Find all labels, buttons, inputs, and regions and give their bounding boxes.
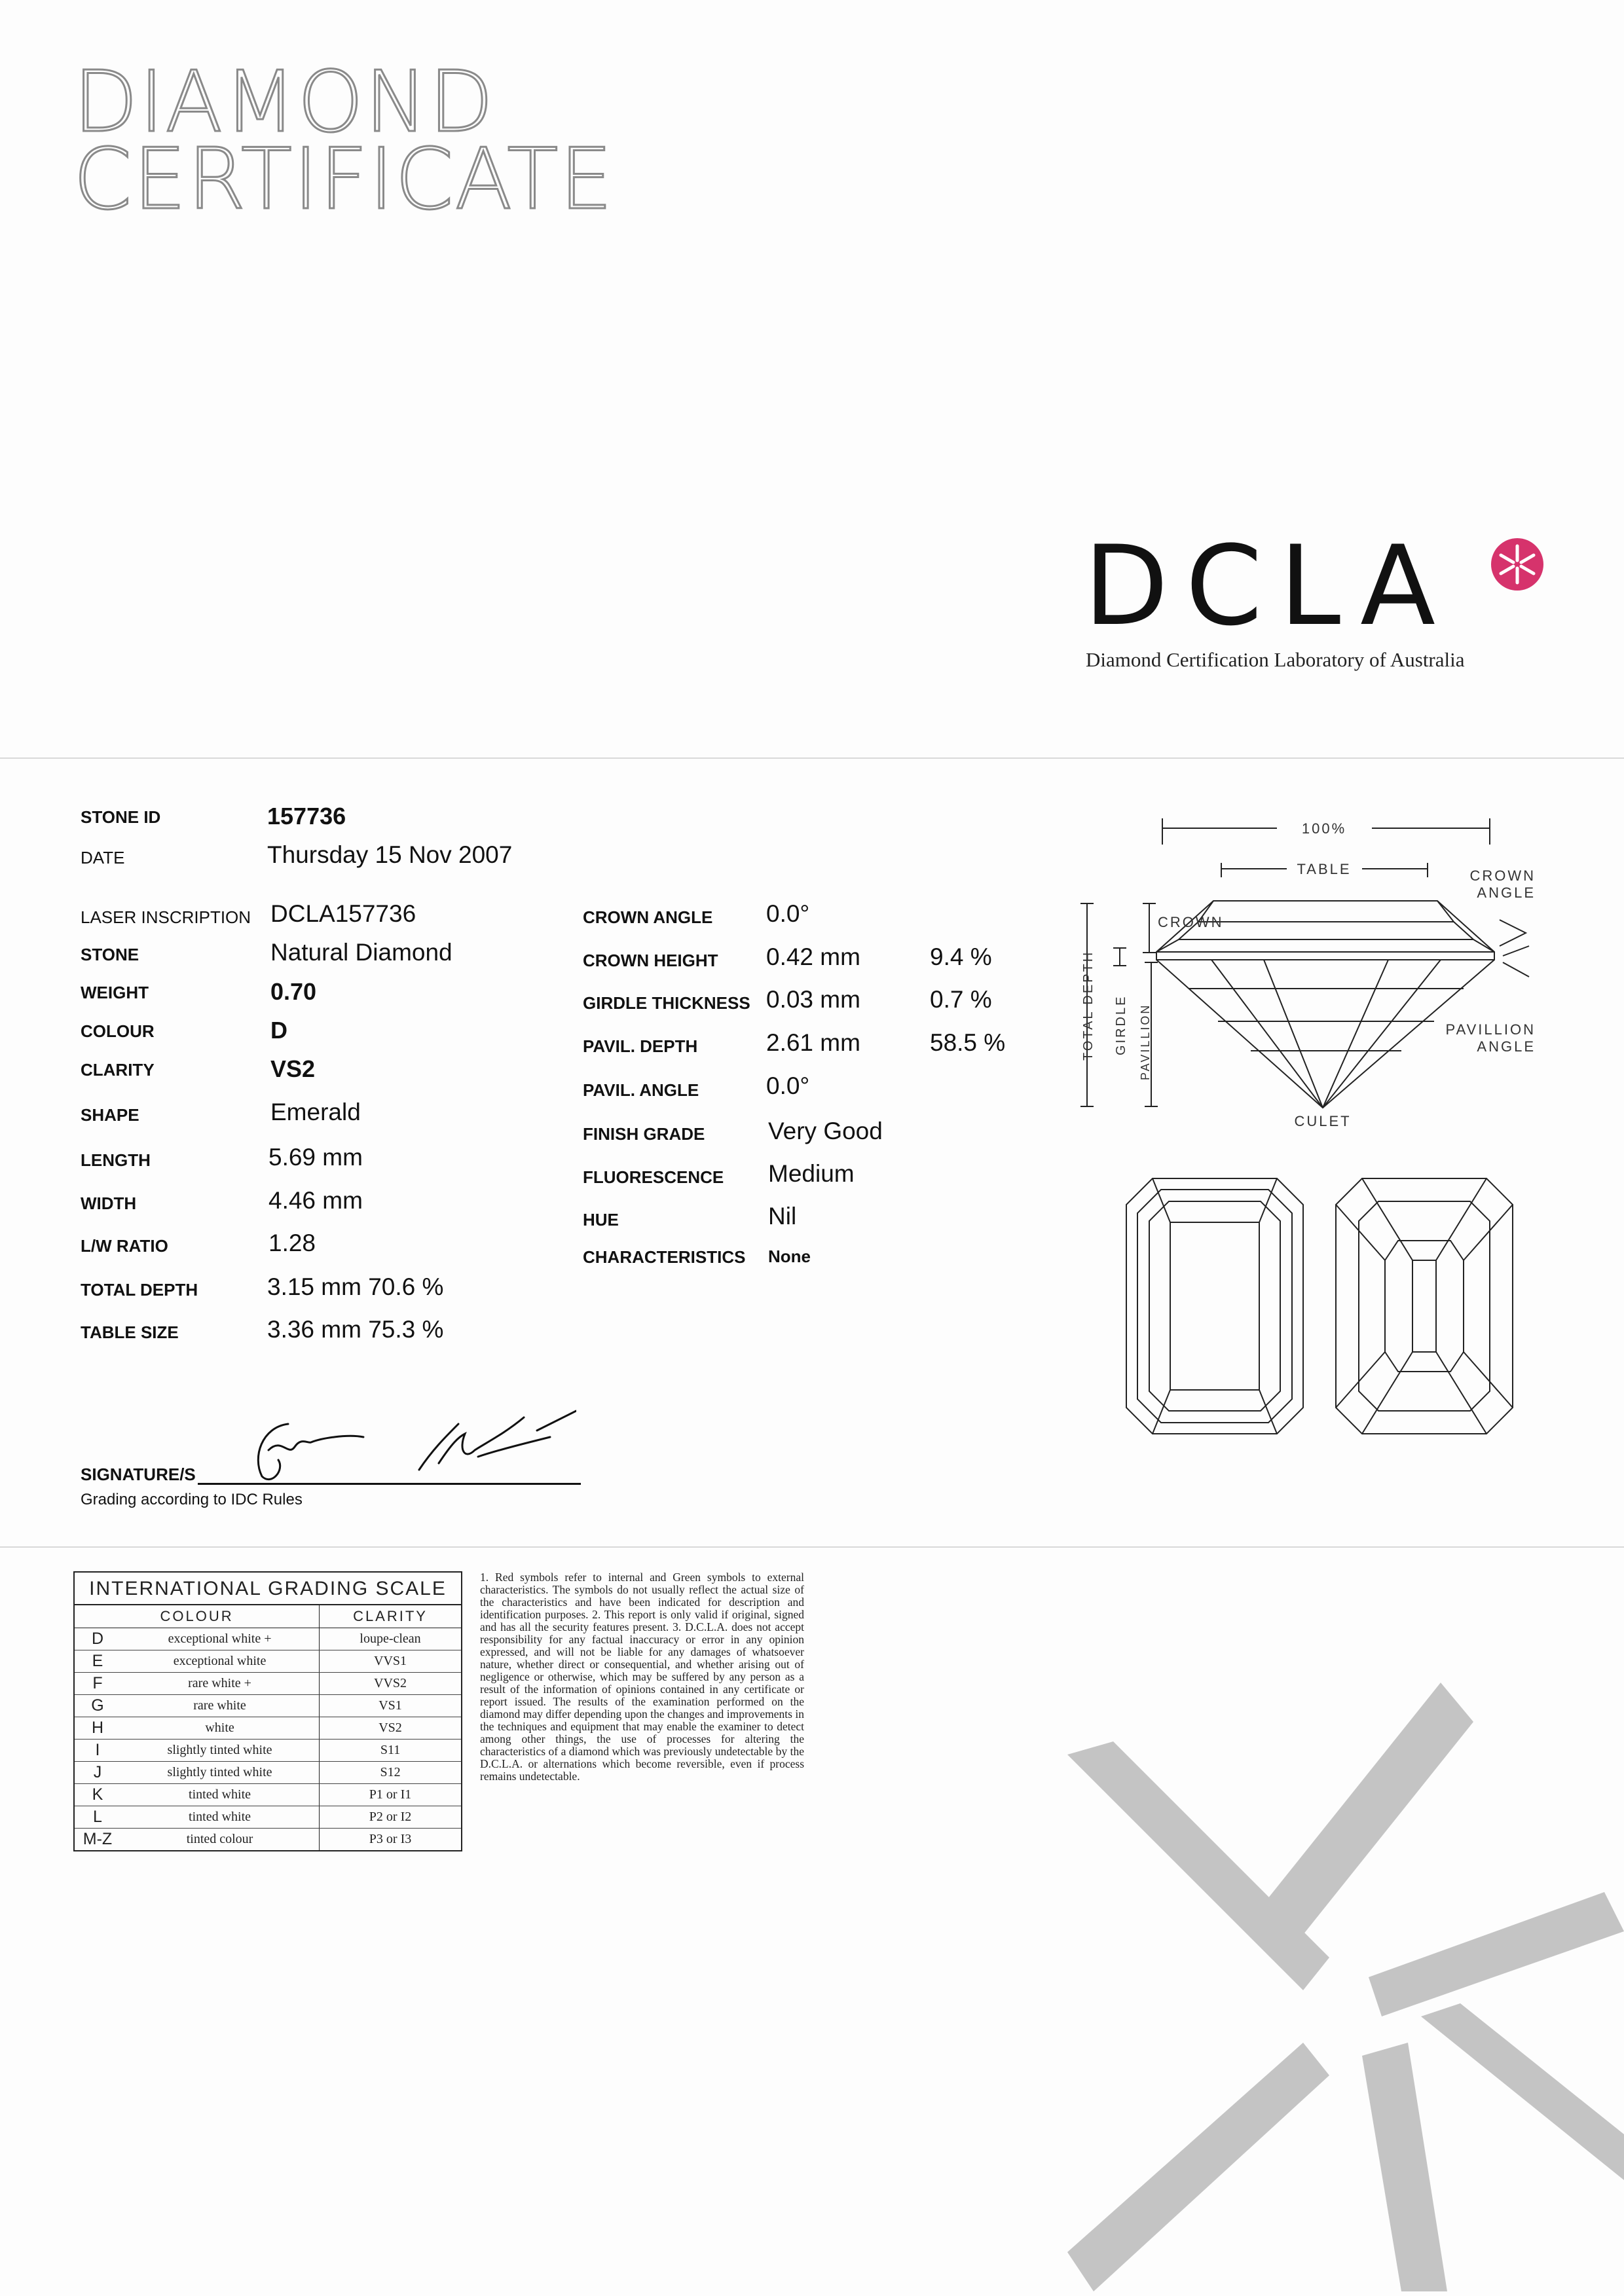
diagram-crown-label: CROWN xyxy=(1158,914,1224,930)
grade-letter: H xyxy=(75,1717,120,1740)
hue-value: Nil xyxy=(768,1203,797,1230)
shape-label: SHAPE xyxy=(81,1105,139,1125)
disclaimer-notes: 1. Red symbols refer to internal and Green symbols to external characteristics. The symbols do not usually reflect the actual size of the characteristics and have been indicated for description and identification purposes. 2. This report is only valid if original, signed and has all the security features present. 3. D.C.L.A. does not accept responsibility for any factual inaccuracy or error in any opinion expressed, and will not be liable for any damages of whatsoever nature, whether direct or consequential, and whether arising out of negligence or otherwise, which may be suffered by any person as a result of the information of opinions contained in any certificate or report issued. The results of the examination performed on the diamond may differ depending upon the changes and improvements in the techniques and equipment that may enable the examiner to detect among other things, the use of processes for altering the characteristics of a diamond which was previously undetectable by the D.C.L.A. or alternations which become reversible, even if process remains undetectable. xyxy=(480,1571,804,1783)
grade-colour: tinted colour xyxy=(120,1829,320,1851)
weight-label: WEIGHT xyxy=(81,983,149,1002)
stone-id-label: STONE ID xyxy=(81,807,161,827)
clarity-label: CLARITY xyxy=(81,1060,155,1080)
crown-angle-label: CROWN ANGLE xyxy=(583,907,713,927)
logo-star-icon xyxy=(1490,537,1545,592)
grade-clarity: VS2 xyxy=(320,1717,461,1740)
grade-colour: exceptional white xyxy=(120,1650,320,1673)
colour-label: COLOUR xyxy=(81,1021,155,1041)
pavil-angle-label: PAVIL. ANGLE xyxy=(583,1080,699,1100)
lw-ratio-value: 1.28 xyxy=(268,1230,316,1256)
girdle-thickness-percent: 0.7 % xyxy=(930,986,992,1013)
pavil-depth-percent: 58.5 % xyxy=(930,1029,1006,1056)
width-label: WIDTH xyxy=(81,1194,137,1213)
laser-inscription-label: LASER INSCRIPTION xyxy=(81,907,251,927)
grade-clarity: P3 or I3 xyxy=(369,1832,412,1846)
grade-colour: tinted white xyxy=(120,1806,320,1829)
date-label: DATE xyxy=(81,848,125,867)
grade-letter: K xyxy=(75,1784,120,1806)
grading-scale-row xyxy=(75,1806,461,1829)
diagram-100-label: 100% xyxy=(1301,820,1347,837)
crown-height-percent: 9.4 % xyxy=(930,943,992,970)
grade-clarity: S12 xyxy=(320,1762,461,1784)
crown-height-label: CROWN HEIGHT xyxy=(583,951,718,970)
diagram-pavillion-angle-label: PAVILLION ANGLE xyxy=(1445,1021,1536,1055)
width-value: 4.46 mm xyxy=(268,1187,363,1214)
pavil-depth-value: 2.61 mm xyxy=(766,1029,860,1056)
fold-line-bottom xyxy=(0,1546,1624,1548)
finish-grade-value: Very Good xyxy=(768,1118,883,1144)
fold-line-top xyxy=(0,757,1624,759)
grade-clarity: VVS2 xyxy=(320,1673,461,1695)
grade-letter: F xyxy=(75,1673,120,1695)
total-depth-value: 3.15 mm 70.6 % xyxy=(267,1273,444,1300)
title-line-1: DIAMOND xyxy=(73,54,495,151)
grade-colour: white xyxy=(120,1717,320,1740)
fluorescence-value: Medium xyxy=(768,1160,855,1187)
grade-letter: L xyxy=(75,1806,120,1829)
grading-scale-row xyxy=(75,1673,461,1695)
length-value: 5.69 mm xyxy=(268,1144,363,1171)
diagram-pavillion-label: PAVILLION xyxy=(1139,1003,1152,1080)
shape-value: Emerald xyxy=(270,1099,361,1125)
diagram-culet-label: CULET xyxy=(1294,1113,1352,1129)
length-label: LENGTH xyxy=(81,1150,151,1170)
grading-scale-rows xyxy=(75,1628,461,1851)
diagram-table-label: TABLE xyxy=(1297,861,1352,877)
grade-letter: G xyxy=(75,1695,120,1717)
grade-clarity: S11 xyxy=(320,1740,461,1762)
grade-letter: J xyxy=(75,1762,120,1784)
grading-scale-row xyxy=(75,1762,461,1784)
diagram-total-depth-label: TOTAL DEPTH xyxy=(1081,950,1096,1061)
characteristics-value: None xyxy=(768,1247,811,1266)
table-size-value: 3.36 mm 75.3 % xyxy=(267,1316,444,1343)
grade-clarity: VVS1 xyxy=(320,1650,461,1673)
grading-rules-note: Grading according to IDC Rules xyxy=(81,1491,303,1508)
grade-letter: E xyxy=(75,1650,120,1673)
lw-ratio-label: L/W RATIO xyxy=(81,1236,168,1256)
colour-value: D xyxy=(270,1017,287,1044)
grade-letter: M-Z xyxy=(83,1830,113,1848)
signature-label: SIGNATURE/S xyxy=(81,1465,196,1484)
grading-scale-row xyxy=(75,1784,461,1806)
grade-clarity: loupe-clean xyxy=(320,1628,461,1650)
emerald-crown-view xyxy=(1123,1175,1306,1437)
emerald-pavilion-view xyxy=(1333,1175,1516,1437)
crown-height-value: 0.42 mm xyxy=(766,943,860,970)
certificate-title xyxy=(73,54,614,228)
grade-colour: exceptional white + xyxy=(120,1628,320,1650)
total-depth-label: TOTAL DEPTH xyxy=(81,1280,198,1300)
weight-value: 0.70 xyxy=(270,978,317,1005)
grading-scale-row xyxy=(75,1650,461,1673)
proportion-diagram xyxy=(1074,805,1545,1146)
signature-image xyxy=(249,1398,576,1486)
finish-grade-label: FINISH GRADE xyxy=(583,1124,705,1144)
hue-label: HUE xyxy=(583,1210,619,1230)
characteristics-label: CHARACTERISTICS xyxy=(583,1247,746,1267)
grade-colour: tinted white xyxy=(120,1784,320,1806)
logo-subtitle: Diamond Certification Laboratory of Australia xyxy=(1086,648,1465,671)
stone-value: Natural Diamond xyxy=(270,939,452,966)
pavil-depth-label: PAVIL. DEPTH xyxy=(583,1036,698,1056)
grade-clarity: P2 or I2 xyxy=(320,1806,461,1829)
crown-angle-value: 0.0° xyxy=(766,900,810,927)
laser-inscription-value: DCLA157736 xyxy=(270,900,416,927)
pavil-angle-value: 0.0° xyxy=(766,1072,810,1099)
grading-scale-row xyxy=(75,1628,461,1650)
stone-id-value: 157736 xyxy=(267,803,346,829)
grading-scale-row xyxy=(75,1717,461,1740)
grade-clarity: VS1 xyxy=(320,1695,461,1717)
grade-colour: slightly tinted white xyxy=(120,1740,320,1762)
grade-letter: I xyxy=(75,1740,120,1762)
stone-label: STONE xyxy=(81,945,139,964)
grade-colour: rare white xyxy=(120,1695,320,1717)
grade-colour: rare white + xyxy=(120,1673,320,1695)
grading-scale-title: INTERNATIONAL GRADING SCALE xyxy=(75,1573,461,1605)
clarity-column-header: CLARITY xyxy=(320,1605,461,1628)
girdle-thickness-label: GIRDLE THICKNESS xyxy=(583,993,750,1013)
grading-scale-table xyxy=(73,1571,462,1851)
watermark-star-icon xyxy=(1054,1676,1624,2296)
title-line-2: CERTIFICATE xyxy=(73,131,614,228)
diagram-girdle-label: GIRDLE xyxy=(1114,994,1128,1055)
colour-column-header: COLOUR xyxy=(75,1605,320,1628)
diagram-crown-angle-label: CROWN ANGLE xyxy=(1469,867,1536,901)
signature-line xyxy=(198,1483,581,1485)
grade-letter: D xyxy=(75,1628,120,1650)
dcla-logo: DCLA xyxy=(1084,522,1453,650)
girdle-thickness-value: 0.03 mm xyxy=(766,986,860,1013)
grading-scale-row xyxy=(75,1829,461,1851)
grade-colour: slightly tinted white xyxy=(120,1762,320,1784)
grading-scale-row xyxy=(75,1740,461,1762)
grade-clarity: P1 or I1 xyxy=(320,1784,461,1806)
table-size-label: TABLE SIZE xyxy=(81,1322,179,1342)
date-value: Thursday 15 Nov 2007 xyxy=(267,841,513,868)
fluorescence-label: FLUORESCENCE xyxy=(583,1167,724,1187)
clarity-value: VS2 xyxy=(270,1055,316,1082)
grading-scale-row xyxy=(75,1695,461,1717)
